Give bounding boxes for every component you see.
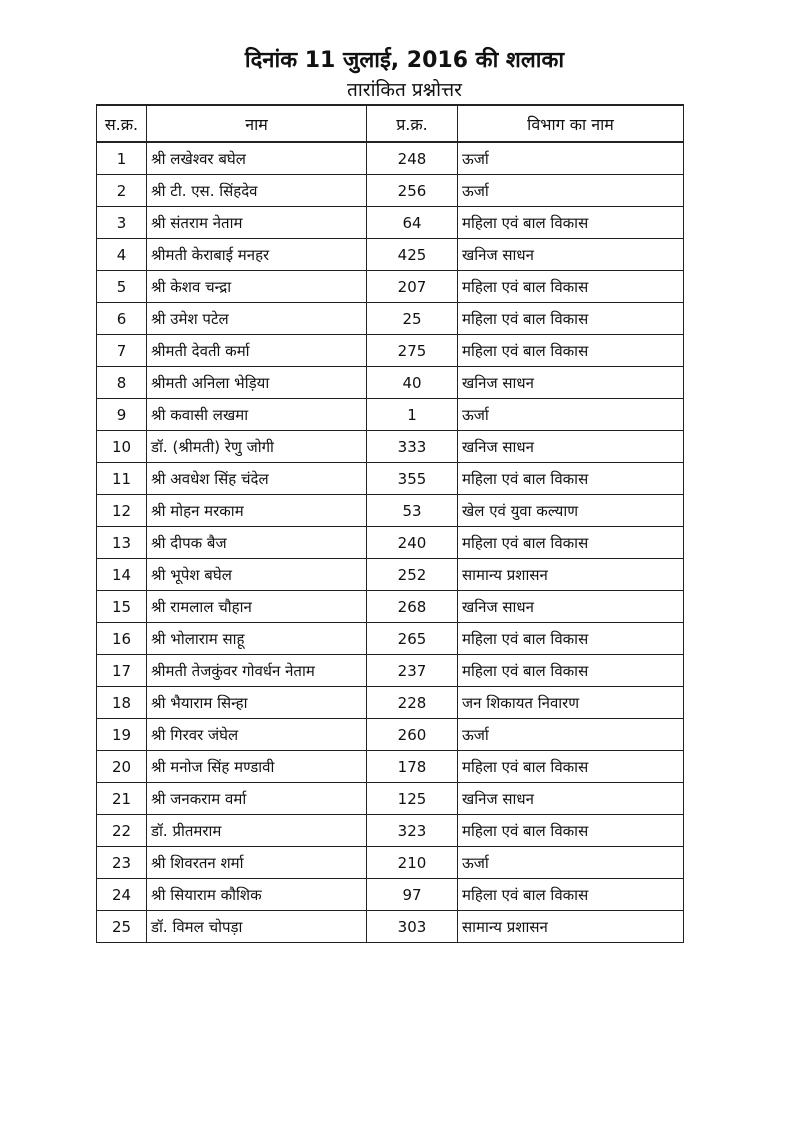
- department-cell: ऊर्जा: [458, 399, 684, 431]
- question-number-cell: 252: [367, 559, 458, 591]
- name-cell: श्रीमती तेजकुंवर गोवर्धन नेताम: [147, 655, 367, 687]
- header-name: नाम: [147, 105, 367, 142]
- table-row: [97, 911, 684, 943]
- department-cell: महिला एवं बाल विकास: [458, 207, 684, 239]
- name-cell: श्री भूपेश बघेल: [147, 559, 367, 591]
- serial-number-cell: 4: [97, 239, 147, 271]
- department-cell: खनिज साधन: [458, 367, 684, 399]
- serial-number-cell: 13: [97, 527, 147, 559]
- department-cell: महिला एवं बाल विकास: [458, 463, 684, 495]
- table-row: [97, 687, 684, 719]
- department-cell: ऊर्जा: [458, 175, 684, 207]
- serial-number-cell: 15: [97, 591, 147, 623]
- serial-number-cell: 10: [97, 431, 147, 463]
- serial-number-cell: 5: [97, 271, 147, 303]
- serial-number-cell: 7: [97, 335, 147, 367]
- table-body: [97, 142, 684, 943]
- department-cell: ऊर्जा: [458, 719, 684, 751]
- table-row: [97, 527, 684, 559]
- table-row: [97, 591, 684, 623]
- name-cell: श्री भोलाराम साहू: [147, 623, 367, 655]
- name-cell: श्री उमेश पटेल: [147, 303, 367, 335]
- serial-number-cell: 2: [97, 175, 147, 207]
- department-cell: महिला एवं बाल विकास: [458, 271, 684, 303]
- table-row: [97, 719, 684, 751]
- table-row: [97, 623, 684, 655]
- serial-number-cell: 3: [97, 207, 147, 239]
- question-number-cell: 303: [367, 911, 458, 943]
- name-cell: श्रीमती अनिला भेड़िया: [147, 367, 367, 399]
- table-row: [97, 142, 684, 175]
- table-row: [97, 495, 684, 527]
- question-number-cell: 64: [367, 207, 458, 239]
- question-number-cell: 178: [367, 751, 458, 783]
- question-number-cell: 333: [367, 431, 458, 463]
- serial-number-cell: 18: [97, 687, 147, 719]
- table-row: [97, 751, 684, 783]
- table-row: [97, 335, 684, 367]
- question-number-cell: 97: [367, 879, 458, 911]
- header-department: विभाग का नाम: [458, 105, 684, 142]
- table-row: [97, 175, 684, 207]
- department-cell: खनिज साधन: [458, 783, 684, 815]
- name-cell: श्री शिवरतन शर्मा: [147, 847, 367, 879]
- question-number-cell: 40: [367, 367, 458, 399]
- name-cell: श्री संतराम नेताम: [147, 207, 367, 239]
- serial-number-cell: 6: [97, 303, 147, 335]
- serial-number-cell: 11: [97, 463, 147, 495]
- table-row: [97, 655, 684, 687]
- name-cell: श्रीमती देवती कर्मा: [147, 335, 367, 367]
- department-cell: खनिज साधन: [458, 239, 684, 271]
- table-row: [97, 815, 684, 847]
- serial-number-cell: 23: [97, 847, 147, 879]
- table-row: [97, 367, 684, 399]
- serial-number-cell: 19: [97, 719, 147, 751]
- serial-number-cell: 12: [97, 495, 147, 527]
- question-number-cell: 248: [367, 142, 458, 175]
- name-cell: डॉ. विमल चोपड़ा: [147, 911, 367, 943]
- name-cell: श्री मनोज सिंह मण्डावी: [147, 751, 367, 783]
- table-row: [97, 239, 684, 271]
- table-row: [97, 271, 684, 303]
- serial-number-cell: 9: [97, 399, 147, 431]
- header-serial-number: स.क्र.: [97, 105, 147, 142]
- department-cell: महिला एवं बाल विकास: [458, 655, 684, 687]
- department-cell: खेल एवं युवा कल्याण: [458, 495, 684, 527]
- page-subtitle: तारांकित प्रश्नोत्तर: [347, 79, 462, 101]
- name-cell: श्री भैयाराम सिन्हा: [147, 687, 367, 719]
- serial-number-cell: 1: [97, 142, 147, 175]
- question-number-cell: 228: [367, 687, 458, 719]
- questions-table: [96, 104, 684, 943]
- question-number-cell: 210: [367, 847, 458, 879]
- question-number-cell: 256: [367, 175, 458, 207]
- department-cell: महिला एवं बाल विकास: [458, 815, 684, 847]
- header-question-number: प्र.क्र.: [367, 105, 458, 142]
- department-cell: खनिज साधन: [458, 591, 684, 623]
- department-cell: महिला एवं बाल विकास: [458, 879, 684, 911]
- question-number-cell: 275: [367, 335, 458, 367]
- question-number-cell: 260: [367, 719, 458, 751]
- department-cell: सामान्य प्रशासन: [458, 911, 684, 943]
- table-row: [97, 399, 684, 431]
- table-row: [97, 783, 684, 815]
- department-cell: महिला एवं बाल विकास: [458, 303, 684, 335]
- department-cell: महिला एवं बाल विकास: [458, 751, 684, 783]
- name-cell: श्रीमती केराबाई मनहर: [147, 239, 367, 271]
- page-title: दिनांक 11 जुलाई, 2016 की शलाका: [244, 48, 565, 73]
- department-cell: जन शिकायत निवारण: [458, 687, 684, 719]
- department-cell: ऊर्जा: [458, 142, 684, 175]
- table-row: [97, 463, 684, 495]
- name-cell: श्री केशव चन्द्रा: [147, 271, 367, 303]
- serial-number-cell: 20: [97, 751, 147, 783]
- question-number-cell: 207: [367, 271, 458, 303]
- table-row: [97, 207, 684, 239]
- serial-number-cell: 17: [97, 655, 147, 687]
- name-cell: श्री रामलाल चौहान: [147, 591, 367, 623]
- question-number-cell: 268: [367, 591, 458, 623]
- question-number-cell: 425: [367, 239, 458, 271]
- department-cell: महिला एवं बाल विकास: [458, 335, 684, 367]
- name-cell: श्री अवधेश सिंह चंदेल: [147, 463, 367, 495]
- name-cell: श्री जनकराम वर्मा: [147, 783, 367, 815]
- name-cell: श्री गिरवर जंघेल: [147, 719, 367, 751]
- serial-number-cell: 21: [97, 783, 147, 815]
- question-number-cell: 125: [367, 783, 458, 815]
- department-cell: महिला एवं बाल विकास: [458, 623, 684, 655]
- name-cell: श्री लखेश्वर बघेल: [147, 142, 367, 175]
- table-row: [97, 303, 684, 335]
- name-cell: श्री दीपक बैज: [147, 527, 367, 559]
- table-row: [97, 847, 684, 879]
- serial-number-cell: 22: [97, 815, 147, 847]
- question-number-cell: 237: [367, 655, 458, 687]
- serial-number-cell: 24: [97, 879, 147, 911]
- table-row: [97, 879, 684, 911]
- department-cell: महिला एवं बाल विकास: [458, 527, 684, 559]
- table-row: [97, 559, 684, 591]
- question-number-cell: 53: [367, 495, 458, 527]
- question-number-cell: 323: [367, 815, 458, 847]
- table-row: [97, 431, 684, 463]
- name-cell: डॉ. प्रीतमराम: [147, 815, 367, 847]
- serial-number-cell: 14: [97, 559, 147, 591]
- question-number-cell: 240: [367, 527, 458, 559]
- department-cell: ऊर्जा: [458, 847, 684, 879]
- serial-number-cell: 25: [97, 911, 147, 943]
- question-number-cell: 25: [367, 303, 458, 335]
- name-cell: डॉ. (श्रीमती) रेणु जोगी: [147, 431, 367, 463]
- serial-number-cell: 8: [97, 367, 147, 399]
- name-cell: श्री कवासी लखमा: [147, 399, 367, 431]
- department-cell: सामान्य प्रशासन: [458, 559, 684, 591]
- question-number-cell: 265: [367, 623, 458, 655]
- question-number-cell: 355: [367, 463, 458, 495]
- question-number-cell: 1: [367, 399, 458, 431]
- name-cell: श्री सियाराम कौशिक: [147, 879, 367, 911]
- table-header-row: [97, 105, 684, 142]
- name-cell: श्री मोहन मरकाम: [147, 495, 367, 527]
- department-cell: खनिज साधन: [458, 431, 684, 463]
- serial-number-cell: 16: [97, 623, 147, 655]
- name-cell: श्री टी. एस. सिंहदेव: [147, 175, 367, 207]
